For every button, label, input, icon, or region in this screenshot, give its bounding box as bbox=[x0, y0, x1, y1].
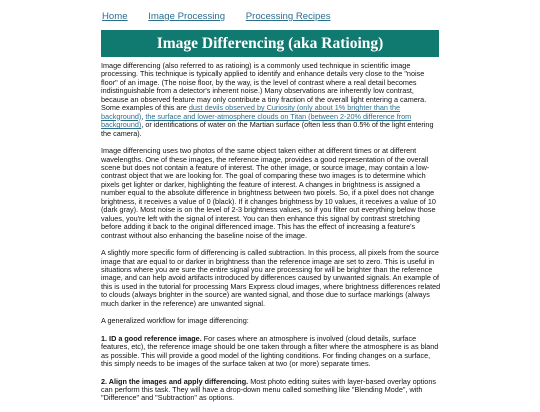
top-nav bbox=[102, 11, 349, 22]
title-banner bbox=[101, 30, 439, 57]
nav-image-processing-link[interactable]: Image Processing bbox=[148, 11, 226, 22]
differencing-paragraph: Image differencing uses two photos of the same object taken either at different times or at different wavelengths. One of these images, the reference image, provides a good representation of the overall scene but does not contain a feature of interest. The other image, or source image, may contain a low-contrast object that we are looking for. The goal of comparing these two images is to determine which pixels get lighter or darker, highlighting the feature of interest. A changes in brightness is assigned a number equal to the absolute difference in brightness between two pixels. So, if a pixel does not change brightness, it receives a value of 0 (black). If it changes brightness by 10 values, it receives a value of 10 (dark gray). Most noise is on the level of 2-3 brightness values, so if you filter out everything below those values, you're left with the signal of interest. You can then enhance this signal by contrast stretching before adding it back to the original differenced image. This has the effect of increasing a feature's contrast without also enhancing the baseline noise of the image. bbox=[101, 146, 436, 240]
dust-devils-link[interactable]: dust devils observed by Curiosity (only about 1% brighter than the background) bbox=[101, 103, 401, 121]
nav-home-link[interactable]: Home bbox=[102, 11, 128, 22]
subtraction-paragraph: A slightly more specific form of differencing is called subtraction. In this process, all pixels from the source image that are equal to or darker in brightness than the reference image are set to zero. This is useful in situations where you are sure the entire signal you are processing for will be brighter than the reference image, and can help avoid artifacts introduced by differences caused by unwanted signals. An example of this is used in the tutorial for processing Mars Express cloud images, where brightness differences related to clouds (always brighter in the source) are wanted signal, and those due to surface markings (always much darker in the reference) are unwanted signal. bbox=[101, 248, 441, 308]
workflow-step-1 bbox=[101, 335, 442, 369]
page-title: Image Differencing (aka Ratioing) bbox=[156, 34, 384, 52]
step-1-text: For cases where an atmosphere is involved (cloud details, surface features, etc), the reference image should be one taken through a filter where the atmosphere is as bland as possible. This will provide a good model of the lighting conditions. For finding changes on a surface, this simply needs to be images of the surface taken at two (or more) separate times. bbox=[101, 333, 439, 369]
intro-paragraph bbox=[101, 62, 442, 138]
article-body bbox=[101, 62, 442, 412]
nav-processing-recipes-link[interactable]: Processing Recipes bbox=[245, 11, 331, 22]
intro-text-2: , bbox=[141, 111, 146, 121]
step-1-heading: 1. ID a good reference image. bbox=[101, 333, 202, 343]
intro-text-3: , or identifications of water on the Martian surface (often less than 0.5% of the light entering the camera). bbox=[101, 120, 434, 138]
step-2-text: Most photo editing suites with layer-based overlay options can perform this task. They will have a drop-down menu called something like "Blending Mode", with "Difference" and "Subtraction" as options. bbox=[101, 376, 436, 403]
workflow-intro: A generalized workflow for image differencing: bbox=[101, 316, 249, 326]
step-2-heading: 2. Align the images and apply differencing. bbox=[101, 376, 249, 386]
titan-clouds-link[interactable]: the surface and lower-atmosphere clouds on Titan (between 2-20% difference from background) bbox=[101, 111, 412, 130]
intro-text-1: Image differencing (also referred to as ratioing) is a commonly used technique in scientific image processing. This technique is typically applied to identify and enhance details very close to the "noise floor" of an image. (The noise floor, by the way, is the level of contrast where a real detail becomes indistinguishable from a detector's inherent noise.) Many observations are inherently low contrast, because an observed feature may only contribute a tiny fraction of the overall light entering a camera. Some examples of this are bbox=[101, 61, 427, 113]
workflow-step-2 bbox=[101, 378, 442, 403]
